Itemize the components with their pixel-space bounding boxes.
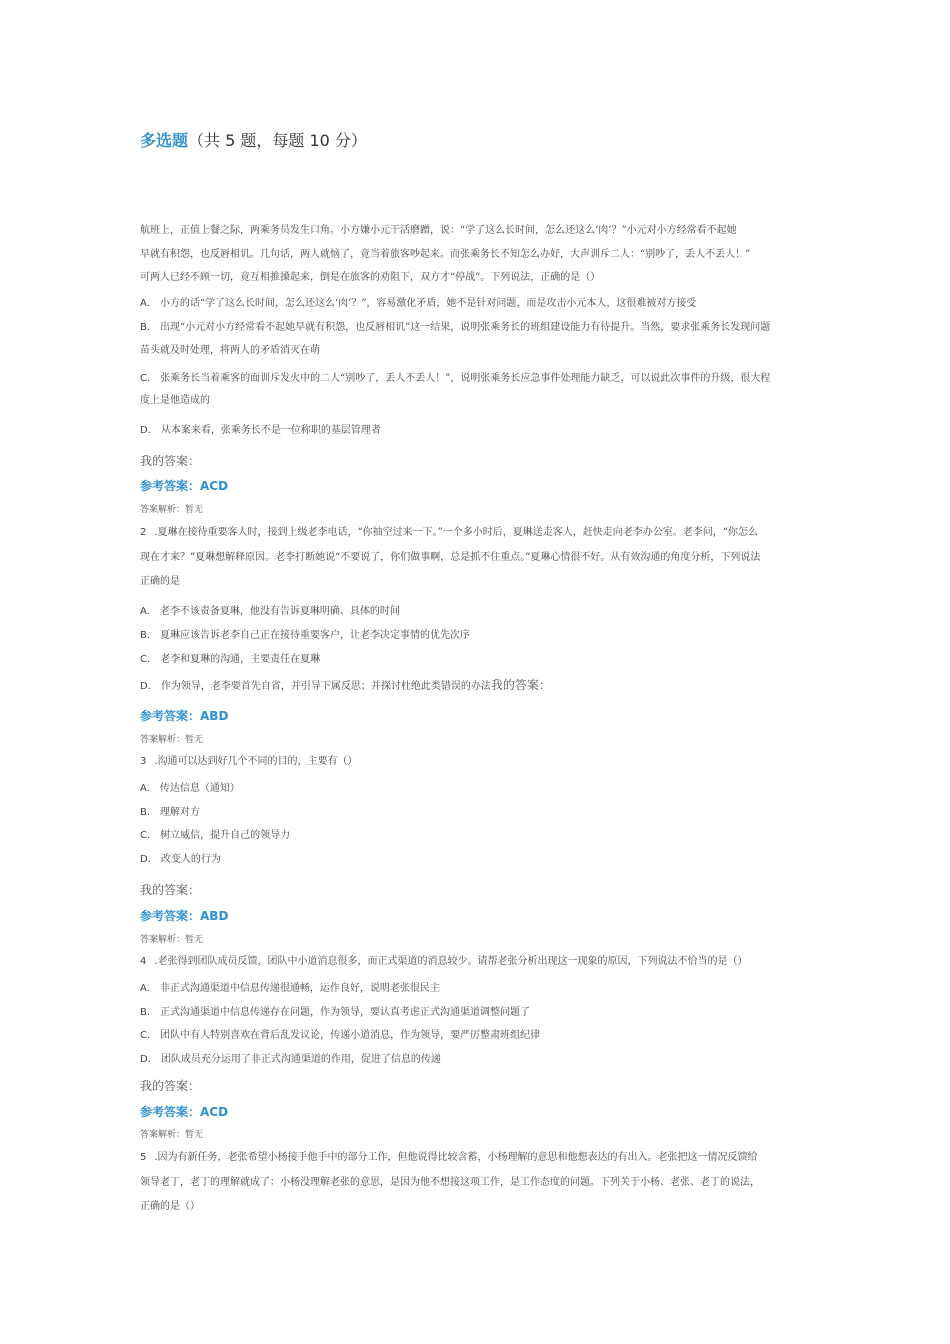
analysis-label: 答案解析： bbox=[140, 935, 186, 945]
analysis-label: 答案解析： bbox=[140, 505, 186, 515]
section-title-rest: （共 5 题，每题 10 分） bbox=[188, 131, 367, 150]
reference-label: 参考答案： bbox=[140, 909, 201, 923]
analysis-value: 暂无 bbox=[185, 505, 204, 515]
q5-stem-line-1 bbox=[140, 1151, 820, 1165]
option-letter: D. bbox=[140, 1054, 151, 1065]
option-text: 出现“小元对小方经常看不起她早就有积怨，也反唇相讥”这一结果，说明张乘务长的班组建设能力有待提升。当然，要求张乘务长发现问题 bbox=[160, 322, 771, 333]
option-letter: B. bbox=[140, 630, 151, 641]
option-text: 团队成员充分运用了非正式沟通渠道的作用，促进了信息的传递 bbox=[160, 1054, 441, 1065]
section-title-accent: 多选题 bbox=[140, 131, 189, 150]
q4-option-a[interactable] bbox=[140, 982, 820, 996]
question-number: 2 bbox=[140, 527, 147, 538]
stem-text: .因为有新任务，老张希望小杨接手他手中的部分工作，但他说得比较含蓄，小杨理解的意思和他想表达的有出入。老张把这一情况反馈给 bbox=[154, 1152, 758, 1163]
q1-option-d[interactable] bbox=[140, 424, 820, 438]
option-text: 从本案来看，张乘务长不是一位称职的基层管理者 bbox=[160, 425, 381, 436]
question-number: 5 bbox=[140, 1152, 147, 1163]
question-number: 4 bbox=[140, 956, 147, 967]
q1-option-c[interactable] bbox=[140, 372, 820, 386]
section-title bbox=[140, 128, 367, 151]
q1-stem-line-1: 航班上，正值上餐之际，两乘务员发生口角。小方嫌小元干活磨蹭，说：“学了这么长时间，怎么还这么‘肉’？”小元对小方经常看不起她 bbox=[140, 225, 737, 236]
q2-option-b[interactable] bbox=[140, 629, 820, 643]
q3-reference-answer bbox=[140, 907, 228, 924]
q3-option-d[interactable] bbox=[140, 853, 820, 867]
q1-my-answer: 我的答案： bbox=[140, 454, 201, 468]
q3-analysis bbox=[140, 932, 203, 945]
option-text: 正式沟通渠道中信息传递存在问题，作为领导，要认真考虑正式沟通渠道调整问题了 bbox=[160, 1007, 531, 1018]
option-text: 作为领导，老李要首先自省，并引导下属反思；并探讨杜绝此类错误的办法 bbox=[160, 681, 491, 692]
option-letter: D. bbox=[140, 854, 151, 865]
q1-option-b[interactable] bbox=[140, 321, 820, 335]
option-letter: D. bbox=[140, 425, 151, 436]
reference-label: 参考答案： bbox=[140, 709, 201, 723]
option-text: 传达信息（通知） bbox=[159, 783, 240, 794]
option-text: 改变人的行为 bbox=[160, 854, 221, 865]
q2-my-answer: 我的答案： bbox=[490, 678, 551, 692]
reference-label: 参考答案： bbox=[140, 1105, 201, 1119]
q1-stem-line-2: 早就有积怨，也反唇相讥。几句话，两人就恼了，竟当着旅客吵起来。而张乘务长不知怎么办好，大声训斥二人：“别吵了，丢人不丢人！” bbox=[140, 249, 751, 260]
q1-option-a[interactable] bbox=[140, 297, 820, 311]
option-letter: C. bbox=[140, 373, 151, 384]
reference-value: ABD bbox=[200, 709, 229, 723]
stem-text: .老张得到团队成员反馈，团队中小道消息很多，而正式渠道的消息较少。请帮老张分析出现这一现象的原因，下列说法不恰当的是（） bbox=[154, 956, 748, 967]
q4-my-answer: 我的答案： bbox=[140, 1079, 201, 1093]
option-text: 张乘务长当着乘客的面训斥发火中的二人“别吵了，丢人不丢人！”，说明张乘务长应急事件处理能力缺乏，可以说此次事件的升级，很大程 bbox=[160, 373, 771, 384]
option-text: 团队中有人特别喜欢在背后乱发议论，传递小道消息，作为领导，要严厉整肃班组纪律 bbox=[160, 1030, 541, 1041]
option-letter: B. bbox=[140, 322, 151, 333]
q3-option-b[interactable] bbox=[140, 806, 820, 820]
q4-option-c[interactable] bbox=[140, 1029, 820, 1043]
q1-reference-answer bbox=[140, 477, 228, 494]
stem-text: .沟通可以达到好几个不同的目的，主要有（） bbox=[154, 756, 358, 767]
q3-my-answer: 我的答案： bbox=[140, 883, 201, 897]
q4-option-b[interactable] bbox=[140, 1006, 820, 1020]
q1-option-c-cont: 度上是他造成的 bbox=[140, 395, 210, 406]
option-letter: C. bbox=[140, 654, 151, 665]
option-letter: B. bbox=[140, 1007, 151, 1018]
analysis-value: 暂无 bbox=[185, 935, 204, 945]
question-number: 3 bbox=[140, 756, 147, 767]
q4-reference-answer bbox=[140, 1103, 228, 1120]
q2-option-d[interactable] bbox=[140, 677, 820, 695]
analysis-value: 暂无 bbox=[185, 735, 204, 745]
q4-stem bbox=[140, 955, 820, 969]
option-text: 夏琳应该告诉老李自己正在接待重要客户，让老李决定事情的优先次序 bbox=[160, 630, 471, 641]
option-letter: C. bbox=[140, 1030, 151, 1041]
option-letter: A. bbox=[140, 298, 150, 309]
q5-stem-line-2: 领导老丁，老丁的理解就成了：小杨没理解老张的意思，是因为他不想接这项工作，是工作态度的问题。下列关于小杨、老张、老丁的说法， bbox=[140, 1177, 760, 1188]
analysis-label: 答案解析： bbox=[140, 1130, 186, 1140]
q2-option-a[interactable] bbox=[140, 605, 820, 619]
option-text: 理解对方 bbox=[160, 807, 201, 818]
option-text: 老李不该责备夏琳，他没有告诉夏琳明确、具体的时间 bbox=[159, 606, 400, 617]
q2-reference-answer bbox=[140, 707, 228, 724]
option-letter: D. bbox=[140, 681, 151, 692]
q1-analysis bbox=[140, 502, 203, 515]
option-text: 老李和夏琳的沟通，主要责任在夏琳 bbox=[160, 654, 321, 665]
option-letter: C. bbox=[140, 830, 151, 841]
q4-option-d[interactable] bbox=[140, 1053, 820, 1067]
reference-label: 参考答案： bbox=[140, 479, 201, 493]
q3-option-a[interactable] bbox=[140, 782, 820, 796]
option-letter: B. bbox=[140, 807, 151, 818]
reference-value: ABD bbox=[200, 909, 229, 923]
q4-analysis bbox=[140, 1127, 203, 1140]
option-text: 非正式沟通渠道中信息传递很通畅，运作良好，说明老张很民主 bbox=[159, 983, 440, 994]
option-text: 树立威信，提升自己的领导力 bbox=[160, 830, 291, 841]
q2-analysis bbox=[140, 732, 203, 745]
q3-option-c[interactable] bbox=[140, 829, 820, 843]
reference-value: ACD bbox=[200, 479, 229, 493]
q1-stem-line-3: 可两人已经不顾一切，竟互相推搡起来，倒是在旅客的劝阻下，双方才“停战”。下列说法，正确的是（） bbox=[140, 272, 601, 283]
q3-stem bbox=[140, 755, 820, 769]
option-text: 小方的话“学了这么长时间，怎么还这么‘肉’？”，容易激化矛盾，她不是针对问题，而是攻击小元本人，这很难被对方接受 bbox=[159, 298, 697, 309]
q2-option-c[interactable] bbox=[140, 653, 820, 667]
option-letter: A. bbox=[140, 983, 150, 994]
q2-stem-line-2: 现在才来？”夏琳想解释原因。老李打断她说“不要说了，你们做事啊，总是抓不住重点。”夏琳心情很不好。从有效沟通的角度分析，下列说法 bbox=[140, 552, 761, 563]
reference-value: ACD bbox=[200, 1105, 229, 1119]
option-letter: A. bbox=[140, 606, 150, 617]
q5-stem-line-3: 正确的是（） bbox=[140, 1201, 200, 1212]
q1-option-b-cont: 苗头就及时处理，将两人的矛盾消灭在萌 bbox=[140, 345, 320, 356]
q2-stem-line-1 bbox=[140, 526, 820, 540]
stem-text: .夏琳在接待重要客人时，接到上级老李电话，“你抽空过来一下。”一个多小时后，夏琳送走客人，赶快走向老李办公室。老李问，“你怎么 bbox=[154, 527, 758, 538]
analysis-label: 答案解析： bbox=[140, 735, 186, 745]
q2-stem-line-3: 正确的是 bbox=[140, 576, 180, 587]
analysis-value: 暂无 bbox=[185, 1130, 204, 1140]
option-letter: A. bbox=[140, 783, 150, 794]
